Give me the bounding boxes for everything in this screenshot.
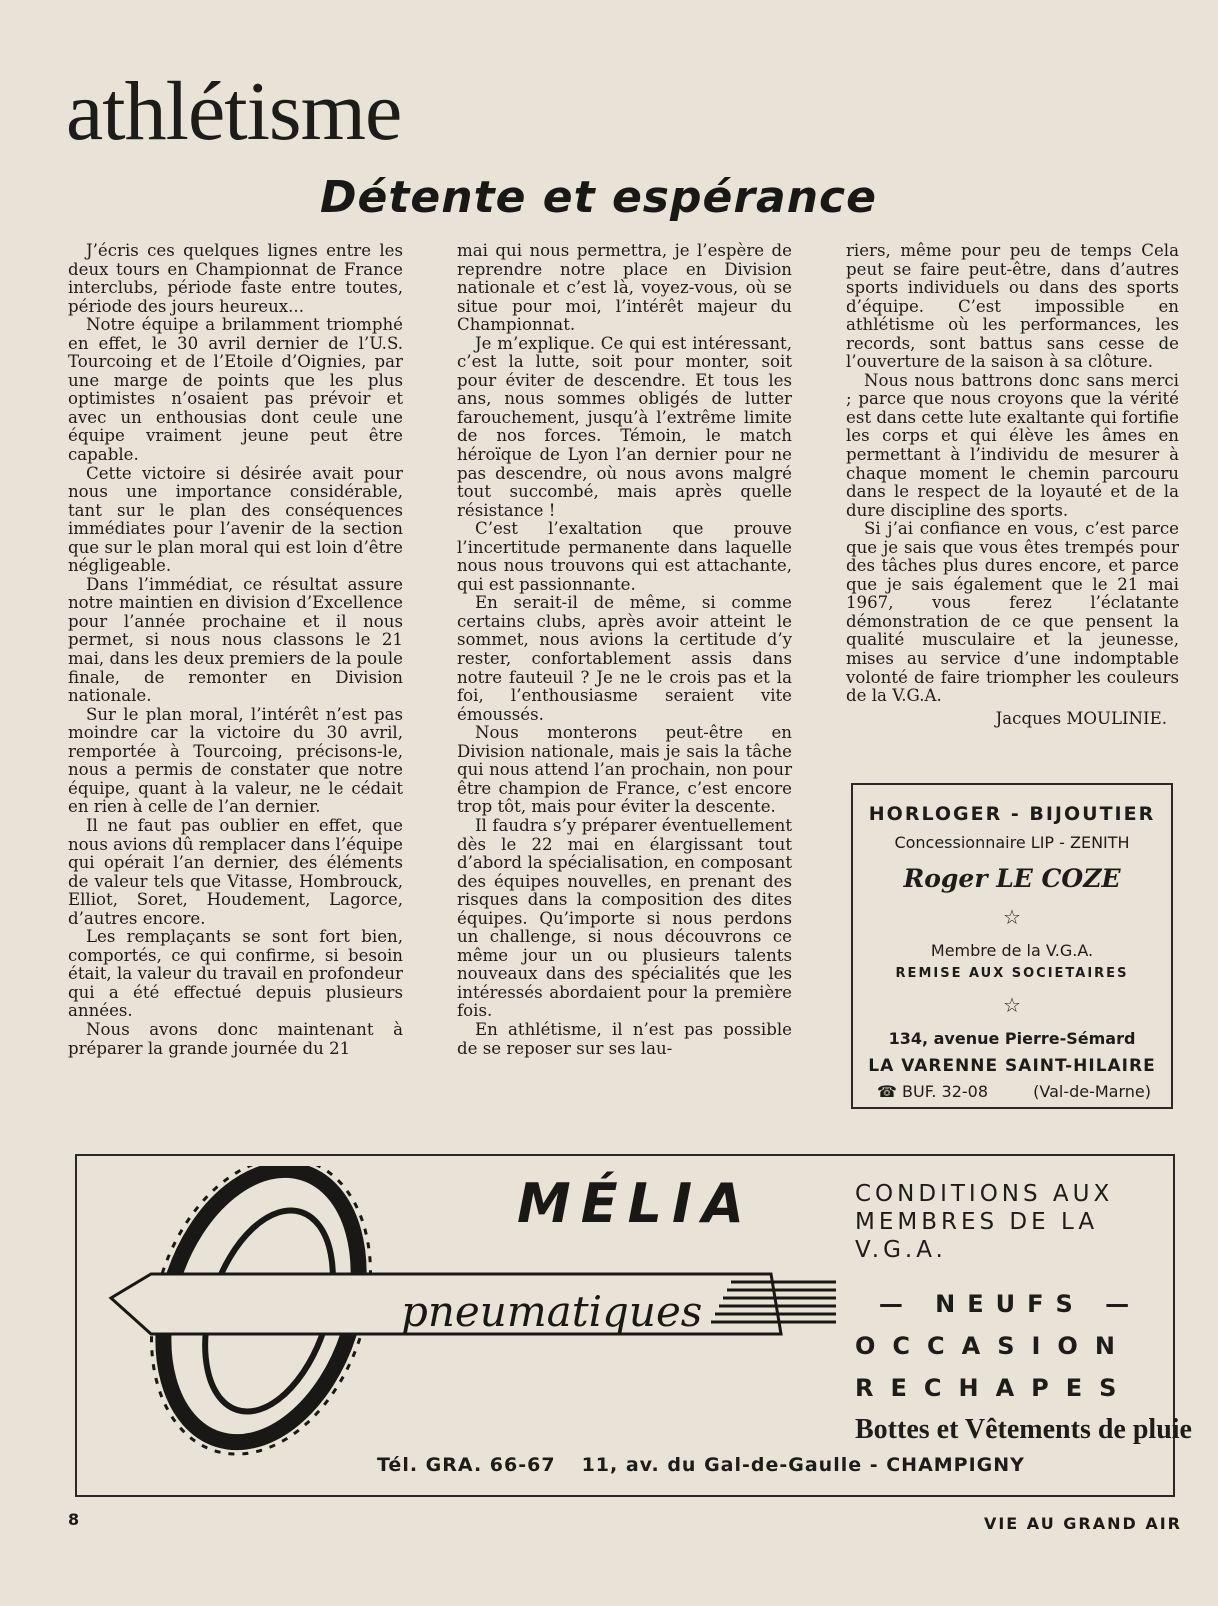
article-title: Détente et espérance (320, 172, 877, 223)
ad-phone-group (877, 1082, 988, 1101)
paragraph: Il faudra s’y préparer éventuellement dès le 22 mai en élargissant tout d’abord la spécialisation, en composant des équipes nouvelles, en prenant des risques dans la composition des dites équipes. Qu’importe si nous perdons un challenge, si nous découvrons ce même jour un ou plusieurs talents nouveaux dans des spécialités que les intéressés abordaient pour la première fois. (457, 815, 792, 1021)
paragraph: En serait-il de même, si comme certains clubs, après avoir atteint le sommet, nous avions la certitude d’y rester, confortablement assis dans notre fauteuil ? Je ne le crois pas et la foi, l’enthousiasme seraient vite émoussés. (457, 593, 792, 724)
paragraph: Nous nous battrons donc sans merci ; parce que nous croyons que la vérité est dans cette lute exaltante qui fortifie les corps et qui élève les âmes en permettant à l’individu de mesurer à chaque moment le chemin parcouru dans le respect de la loyauté et de la dure discipline des sports. (846, 370, 1179, 520)
paragraph: riers, même pour peu de temps Cela peut se faire peut-être, dans d’autres sports individuels ou dans des sports d’équipe. C’est impossible en athlétisme où les performances, les records, sont battus sans cesse de l’ouverture de la saison à sa clôture. (846, 241, 1179, 372)
ad-owner-name: Roger LE COZE (903, 864, 1121, 893)
paragraph: J’écris ces quelques lignes entre les deux tours en Championnat de France interclubs, période faste entre toutes, période des jours heureux... (68, 241, 403, 316)
melia-conditions: CONDITIONS AUX MEMBRES DE LA V.G.A. (855, 1181, 1114, 1263)
paragraph: En athlétisme, il n’est pas possible de se reposer sur ses lau- (457, 1019, 792, 1058)
melia-neufs: — NEUFS — (878, 1290, 1142, 1318)
page-number: 8 (68, 1510, 80, 1529)
magazine-name: VIE AU GRAND AIR (983, 1514, 1182, 1533)
telephone-icon: ☎ (877, 1082, 897, 1101)
paragraph: Si j’ai confiance en vous, c’est parce que je sais que vous êtes trempés pour des tâches plus dures encore, et parce que je sais également que le 21 mai 1967, vous ferez l’éclatante démonstration de ce que pensent la qualité musculaire et la jeunesse, mises au service d’une indomptable volonté de faire triompher les couleurs de la V.G.A. (846, 519, 1179, 706)
paragraph: Je m’explique. Ce qui est intéressant, c’est la lutte, soit pour monter, soit pour éviter de descendre. Et tous les ans, nous sommes obligés de lutter farouchement, jusqu’à l’extrême limite de nos forces. Témoin, le match héroïque de Lyon l’an dernier pour ne pas descendre, où nous avons malgré tout succombé, mais après quelle résistance ! (457, 333, 792, 520)
paragraph: Nous avons donc maintenant à préparer la grande journée du 21 (68, 1019, 403, 1058)
ad-discount: REMISE AUX SOCIETAIRES (895, 966, 1129, 981)
section-title: athlétisme (66, 65, 402, 158)
melia-rechapes: RECHAPES (855, 1374, 1134, 1402)
ad-address: 134, avenue Pierre-Sémard (888, 1029, 1136, 1048)
paragraph: Il ne faut pas oublier en effet, que nous avions dû remplacer dans l’équipe qui opérait l’an dernier, des éléments de valeur tels que Vitasse, Hombrouck, Elliot, Soret, Houdement, Lagorce, d’autres encore. (68, 815, 403, 928)
melia-brand: MÉLIA (517, 1172, 754, 1235)
ad-headline: HORLOGER - BIJOUTIER (868, 803, 1156, 825)
pneumatiques-label: pneumatiques (401, 1287, 703, 1336)
melia-phone: Tél. GRA. 66-67 (377, 1454, 556, 1476)
melia-advertisement (75, 1154, 1192, 1497)
article-column-1 (68, 242, 403, 1058)
ad-concession: Concessionnaire LIP - ZENITH (894, 833, 1130, 852)
melia-offer (855, 1180, 1192, 1446)
star-icon: ☆ (1003, 993, 1021, 1017)
horloger-advertisement (851, 783, 1173, 1109)
ad-phone: BUF. 32-08 (902, 1082, 989, 1101)
author-signature: Jacques MOULINIE. (995, 708, 1167, 728)
melia-bottes: Bottes et Vêtements de pluie (855, 1414, 1192, 1445)
melia-occasion: OCCASION (855, 1332, 1132, 1360)
article-column-2 (457, 242, 792, 1058)
melia-address: 11, av. du Gal-de-Gaulle - CHAMPIGNY (581, 1454, 1025, 1476)
paragraph: Cette victoire si désirée avait pour nous une importance considérable, tant sur le plan des conséquences immédiates pour l’avenir de la section que sur le plan moral qui est loin d’être négligeable. (68, 463, 403, 576)
star-icon: ☆ (1003, 905, 1021, 929)
paragraph: C’est l’exaltation que prouve l’incertitude permanente dans laquelle nous nous trouvons qui est attachante, qui est passionnante. (457, 519, 792, 594)
ad-region: (Val-de-Marne) (1033, 1082, 1151, 1101)
ad-contact-line (853, 1082, 1171, 1101)
paragraph: Les remplaçants se sont fort bien, comportés, ce qui confirme, si besoin était, la valeur du travail en profondeur qui a été effectué depuis plusieurs années. (68, 927, 403, 1021)
paragraph: Notre équipe a brilamment triomphé en effet, le 30 avril dernier de l’U.S. Tourcoing et de l’Etoile d’Oignies, par une marge de points que les plus optimistes n’osaient pas prévoir et avec un enthousias dont ceule une équipe vraiment jeune peut être capable. (68, 315, 403, 465)
paragraph: Nous monterons peut-être en Division nationale, mais je sais la tâche qui nous attend l’an prochain, non pour être champion de France, c’est encore trop tôt, mais pour éviter la descente. (457, 723, 792, 817)
article-column-3 (846, 242, 1179, 728)
ad-member: Membre de la V.G.A. (930, 941, 1094, 960)
paragraph: Sur le plan moral, l’intérêt n’est pas moindre car la victoire du 30 avril, remportée à Tourcoing, précisons-le, nous a permis de constater que notre équipe, quant à la valeur, ne le cédait en rien à celle de l’an dernier. (68, 704, 403, 817)
melia-contact (377, 1454, 1051, 1476)
ad-city: LA VARENNE SAINT-HILAIRE (868, 1056, 1156, 1076)
paragraph: mai qui nous permettra, je l’espère de reprendre notre place en Division nationale et c’est là, voyez-vous, où se situe pour moi, l’intérêt majeur du Championnat. (457, 241, 792, 335)
paragraph: Dans l’immédiat, ce résultat assure notre maintien en division d’Excellence pour l’année prochaine et il nous permet, si nous nous classons le 21 mai, dans les deux premiers de la poule finale, de remonter en Division nationale. (68, 574, 403, 706)
